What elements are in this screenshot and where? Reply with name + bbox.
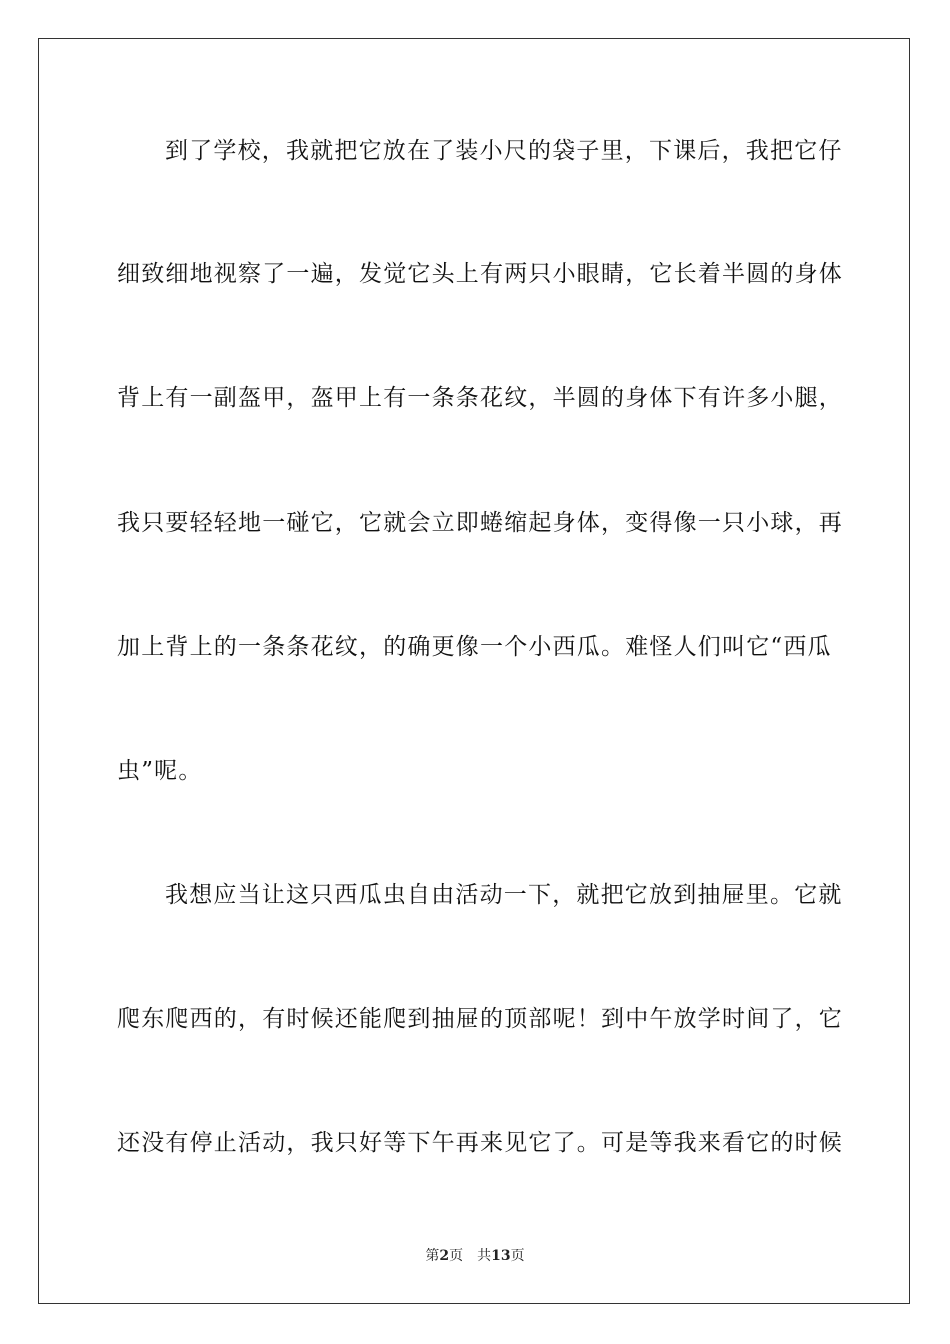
footer-total-prefix: 共: [477, 1248, 492, 1264]
footer-page-number: 2: [439, 1248, 450, 1264]
footer-page-prefix: 第: [425, 1248, 440, 1264]
footer-total-suffix: 页: [510, 1248, 525, 1264]
paragraph-1-line-6: 虫”呢。: [117, 758, 203, 784]
paragraph-1-line-3: 背上有一副盔甲，盔甲上有一条条花纹，半圆的身体下有许多小腿，: [117, 385, 843, 411]
footer-total-number: 13: [491, 1248, 511, 1264]
paragraph-1-line-2: 细致细地视察了一遍，发觉它头上有两只小眼睛，它长着半圆的身体: [117, 261, 843, 287]
paragraph-2-line-3: 还没有停止活动，我只好等下午再来见它了。可是等我来看它的时候: [117, 1130, 843, 1156]
paragraph-1-line-5: 加上背上的一条条花纹，的确更像一个小西瓜。难怪人们叫它“西瓜: [117, 634, 832, 660]
page-footer: [0, 1246, 950, 1266]
paragraph-1-line-1: 到了学校，我就把它放在了装小尺的袋子里，下课后，我把它仔: [165, 138, 843, 164]
paragraph-1-line-4: 我只要轻轻地一碰它，它就会立即蜷缩起身体，变得像一只小球，再: [117, 510, 843, 536]
paragraph-2-line-2: 爬东爬西的，有时候还能爬到抽屉的顶部呢！到中午放学时间了，它: [117, 1006, 843, 1032]
footer-page-suffix: 页: [449, 1248, 464, 1264]
paragraph-2-line-1: 我想应当让这只西瓜虫自由活动一下，就把它放到抽屉里。它就: [165, 882, 843, 908]
page-border: [38, 38, 910, 1304]
